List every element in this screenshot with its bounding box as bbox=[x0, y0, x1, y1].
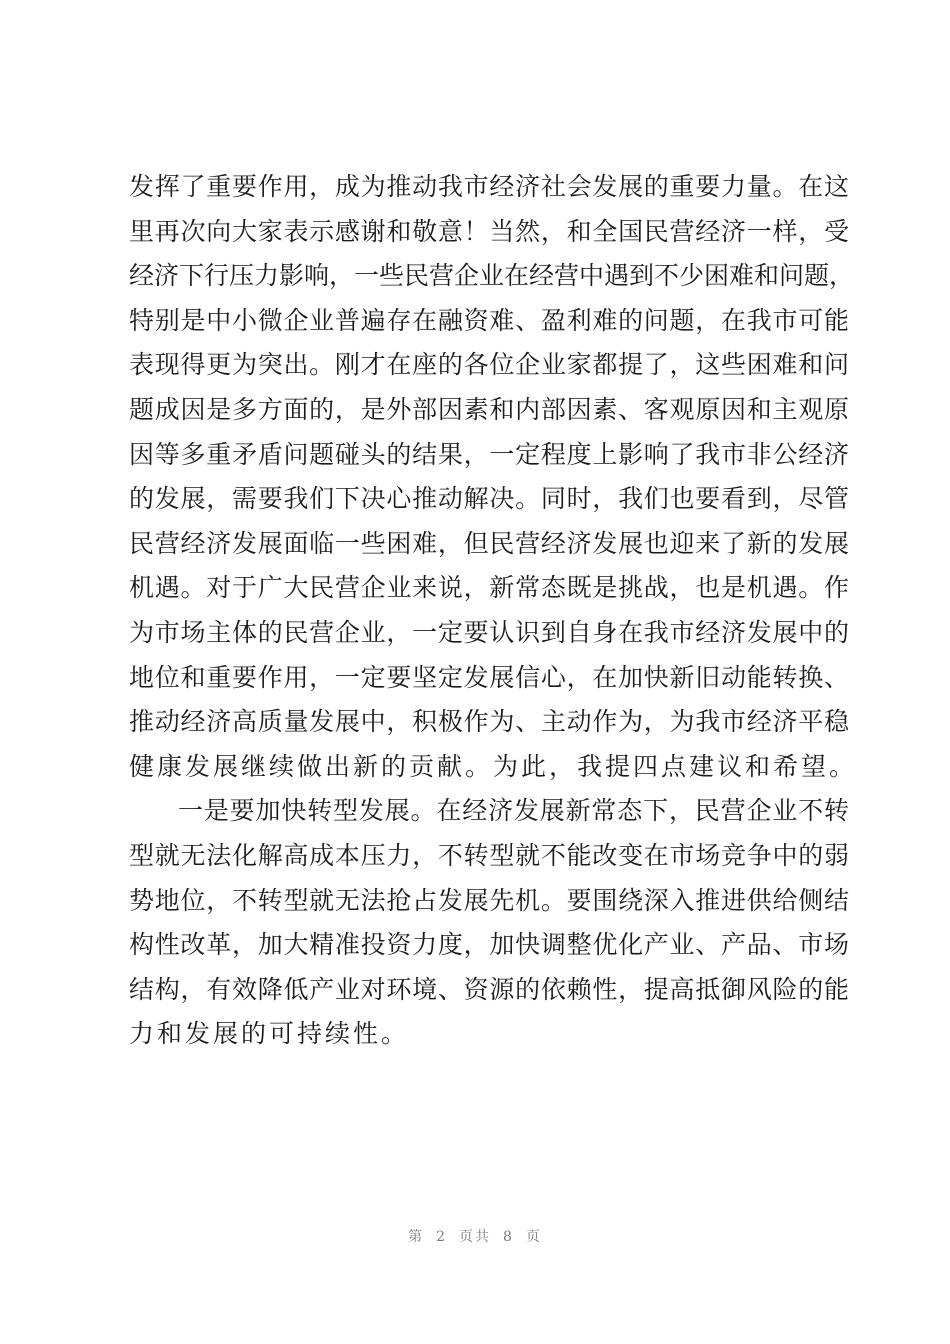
text-line: 型就无法化解高成本压力，不转型就不能改变在市场竞争中的弱 bbox=[129, 840, 849, 870]
body-text bbox=[129, 165, 858, 1057]
text-line: 构性改革，加大精准投资力度，加快调整优化产业、产品、市场 bbox=[129, 930, 849, 960]
text-line: 为市场主体的民营企业，一定要认识到自身在我市经济发展中的 bbox=[129, 617, 849, 647]
current-page-number: 2 bbox=[436, 1229, 447, 1245]
text-line: 表现得更为突出。刚才在座的各位企业家都提了，这些困难和问 bbox=[129, 350, 849, 380]
text-line: 推动经济高质量发展中，积极作为、主动作为，为我市经济平稳 bbox=[129, 707, 849, 737]
text-line: 的发展，需要我们下决心推动解决。同时，我们也要看到，尽管 bbox=[129, 484, 849, 514]
text-line-last: 力和发展的可持续性。 bbox=[129, 1019, 410, 1049]
text-line: 机遇。对于广大民营企业来说，新常态既是挑战，也是机遇。作 bbox=[129, 573, 849, 603]
text-line-first: 一是要加快转型发展。在经济发展新常态下，民营企业不转 bbox=[178, 796, 849, 826]
page-suffix: 页 bbox=[525, 1229, 542, 1245]
page-middle: 页共 bbox=[459, 1229, 491, 1245]
paragraph-2 bbox=[129, 789, 849, 1057]
text-line: 里再次向大家表示感谢和敬意！当然，和全国民营经济一样，受 bbox=[129, 216, 849, 246]
text-line: 地位和重要作用，一定要坚定发展信心，在加快新旧动能转换、 bbox=[129, 662, 849, 692]
text-line: 经济下行压力影响，一些民营企业在经营中遇到不少困难和问题， bbox=[129, 261, 855, 291]
text-line-last: 健康发展继续做出新的贡献。为此，我提四点建议和希望。 bbox=[129, 751, 858, 781]
total-pages-number: 8 bbox=[503, 1229, 514, 1245]
text-line: 因等多重矛盾问题碰头的结果，一定程度上影响了我市非公经济 bbox=[129, 439, 849, 469]
text-line: 特别是中小微企业普遍存在融资难、盈利难的问题，在我市可能 bbox=[129, 305, 849, 335]
text-line: 势地位，不转型就无法抢占发展先机。要围绕深入推进供给侧结 bbox=[129, 885, 849, 915]
paragraph-1 bbox=[129, 165, 858, 789]
text-line: 发挥了重要作用，成为推动我市经济社会发展的重要力量。在这 bbox=[129, 172, 849, 201]
text-line: 题成因是多方面的，是外部因素和内部因素、客观原因和主观原 bbox=[129, 394, 849, 424]
text-line: 民营经济发展面临一些困难，但民营经济发展也迎来了新的发展 bbox=[129, 528, 849, 558]
text-line: 结构，有效降低产业对环境、资源的依赖性，提高抵御风险的能 bbox=[129, 974, 849, 1004]
page-prefix: 第 bbox=[408, 1229, 425, 1245]
page-footer bbox=[0, 1226, 950, 1246]
